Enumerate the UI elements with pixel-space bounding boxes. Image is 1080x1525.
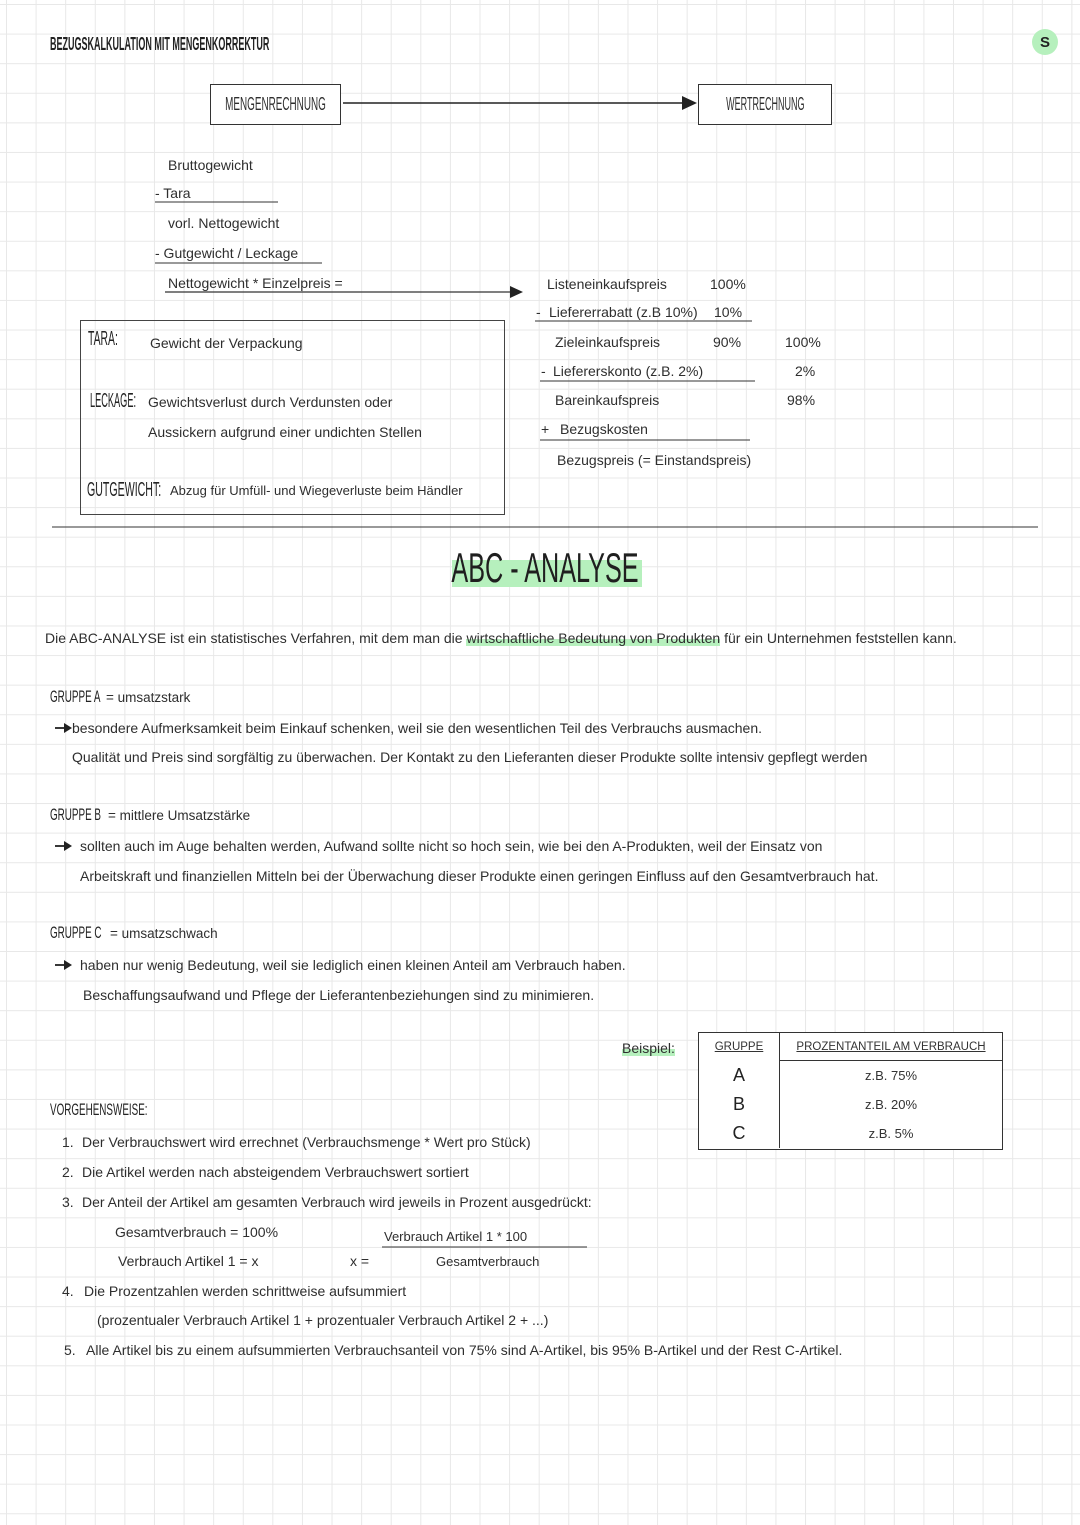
qty-line-gutgewicht: - Gutgewicht / Leckage	[155, 245, 299, 261]
val-target-price-base: 100%	[785, 334, 821, 350]
group-a-meaning: = umsatzstark	[106, 690, 191, 705]
page-title: BEZUGSKALKULATION MIT MENGENKORREKTUR	[50, 34, 270, 54]
val-cash-price-pct: 98%	[787, 392, 816, 408]
val-skonto-sign: -	[541, 363, 546, 379]
step-5-text: Alle Artikel bis zu einem aufsummierten Verbrauchsanteil von 75% sind A-Artikel, bis 95% B-Artikel und der Rest C-Artikel.	[86, 1342, 843, 1358]
group-b-line-2: Arbeitskraft und finanziellen Mitteln bei der Überwachung dieser Produkte einen geringen Einfluss auf den Gesamtverbrauch hat.	[80, 868, 879, 884]
val-skonto-label: Liefererskonto (z.B. 2%)	[553, 363, 704, 379]
example-label-text: Beispiel:	[622, 1040, 675, 1056]
example-table	[698, 1032, 1003, 1150]
value-calc-box	[698, 84, 832, 125]
step-2-number: 2.	[62, 1164, 74, 1180]
table-row	[699, 1090, 1002, 1119]
group-a-line-1: besondere Aufmerksamkeit beim Einkauf schenken, weil sie den wesentlichen Teil des Verbrauchs ausmachen.	[72, 720, 763, 736]
val-list-price-label: Listeneinkaufspreis	[547, 276, 667, 292]
def-leckage-line-1: Gewichtsverlust durch Verdunsten oder	[148, 394, 393, 410]
step-3-text: Der Anteil der Artikel am gesamten Verbrauch wird jeweils in Prozent ausgedrückt:	[82, 1194, 592, 1210]
qty-line-vorl-netto: vorl. Nettogewicht	[168, 215, 280, 231]
val-discount-sign: -	[536, 304, 541, 320]
group-c-line-1: haben nur wenig Bedeutung, weil sie lediglich einen kleinen Anteil am Verbrauch haben.	[80, 957, 626, 973]
abc-intro-end: für ein Unternehmen feststellen kann.	[720, 630, 957, 646]
value-calc-label: WERTRECHNUNG	[725, 94, 805, 114]
table-row	[699, 1119, 1002, 1148]
group-a-arrow-icon	[55, 723, 72, 733]
step-1-number: 1.	[62, 1134, 74, 1150]
abc-heading: ABC - ANALYSE	[451, 544, 639, 591]
step-5-number: 5.	[64, 1342, 76, 1358]
step-1-text: Der Verbrauchswert wird errechnet (Verbrauchsmenge * Wert pro Stück)	[82, 1134, 531, 1150]
qty-line-netto: Nettogewicht * Einzelpreis =	[168, 275, 343, 291]
row-group: C	[732, 1123, 746, 1143]
row-group: A	[732, 1065, 745, 1085]
formula-numerator: Verbrauch Artikel 1 * 100	[384, 1229, 528, 1244]
group-a-line-2: Qualität und Preis sind sorgfältig zu überwachen. Der Kontakt zu den Lieferanten dieser Produkte sollte intensiv gepflegt werden	[72, 749, 868, 765]
val-list-price-pct: 100%	[710, 276, 746, 292]
def-gutgewicht-text: Abzug für Umfüll- und Wiegeverluste beim Händler	[170, 483, 463, 498]
page-badge-letter: S	[1039, 33, 1050, 51]
flow-arrow-icon	[682, 96, 697, 110]
val-target-price-label: Zieleinkaufspreis	[555, 334, 661, 350]
abc-intro	[45, 629, 957, 647]
val-cash-price-label: Bareinkaufspreis	[555, 392, 660, 408]
column-header-share: PROZENTANTEIL AM VERBRAUCH	[796, 1040, 986, 1053]
val-costs-sign: +	[541, 421, 550, 437]
val-skonto-pct: 2%	[795, 363, 816, 379]
group-c-line-2: Beschaffungsaufwand und Pflege der Lieferantenbeziehungen sind zu minimieren.	[83, 987, 595, 1003]
row-group: B	[732, 1094, 745, 1114]
def-gutgewicht-term: GUTGEWICHT:	[87, 479, 162, 501]
group-b-label: GRUPPE B	[50, 805, 101, 824]
group-b-meaning: = mittlere Umsatzstärke	[108, 808, 251, 823]
def-tara-term: TARA:	[88, 328, 118, 350]
table-header	[699, 1033, 1002, 1061]
def-leckage-term: LECKAGE:	[90, 390, 137, 412]
qty-line-tara: - Tara	[155, 185, 191, 201]
step-4-text: Die Prozentzahlen werden schrittweise aufsummiert	[84, 1283, 407, 1299]
def-tara-text: Gewicht der Verpackung	[150, 335, 303, 351]
page-badge	[1032, 29, 1058, 55]
val-target-price-pct: 90%	[713, 334, 742, 350]
group-a-label: GRUPPE A	[50, 687, 101, 706]
formula-item: Verbrauch Artikel 1 = x	[118, 1253, 259, 1269]
row-share: z.B. 20%	[864, 1097, 918, 1112]
procedure-title: VORGEHENSWEISE:	[50, 1100, 148, 1119]
row-share: z.B. 5%	[868, 1126, 914, 1141]
group-c-arrow-icon	[55, 960, 72, 970]
step-3-number: 3.	[62, 1194, 74, 1210]
table-row	[699, 1061, 1002, 1090]
row-share: z.B. 75%	[864, 1068, 918, 1083]
abc-intro-start: Die ABC-ANALYSE ist ein statistisches Verfahren, mit dem man die	[45, 630, 467, 646]
qty-line-brutto: Bruttogewicht	[168, 157, 253, 173]
val-costs-label: Bezugskosten	[560, 421, 648, 437]
example-label	[622, 1039, 675, 1057]
quantity-calc-label: MENGENRECHNUNG	[225, 94, 326, 114]
val-discount-pct: 10%	[714, 304, 743, 320]
val-discount-label: Liefererrabatt (z.B 10%)	[549, 304, 698, 320]
formula-denominator: Gesamtverbrauch	[436, 1254, 540, 1269]
column-header-group: GRUPPE	[714, 1041, 764, 1053]
group-c-meaning: = umsatzschwach	[110, 926, 218, 941]
formula-total: Gesamtverbrauch = 100%	[115, 1224, 279, 1240]
step-2-text: Die Artikel werden nach absteigendem Verbrauchswert sortiert	[82, 1164, 469, 1180]
step-4-note: (prozentualer Verbrauch Artikel 1 + prozentualer Verbrauch Artikel 2 + ...)	[97, 1312, 549, 1328]
def-leckage-line-2: Aussickern aufgrund einer undichten Stellen	[148, 424, 422, 440]
val-final-label: Bezugspreis (= Einstandspreis)	[557, 452, 752, 468]
abc-intro-highlight: wirtschaftliche Bedeutung von Produkten	[466, 630, 721, 646]
quantity-calc-box	[210, 84, 341, 125]
step-4-number: 4.	[62, 1283, 74, 1299]
group-b-line-1: sollten auch im Auge behalten werden, Aufwand sollte nicht so hoch sein, wie bei den A-Produkten, weil der Einsatz von	[80, 838, 823, 854]
group-b-arrow-icon	[55, 841, 72, 851]
netto-arrow-icon	[510, 286, 523, 298]
group-c-label: GRUPPE C	[50, 923, 102, 942]
formula-lhs: x =	[350, 1253, 370, 1269]
